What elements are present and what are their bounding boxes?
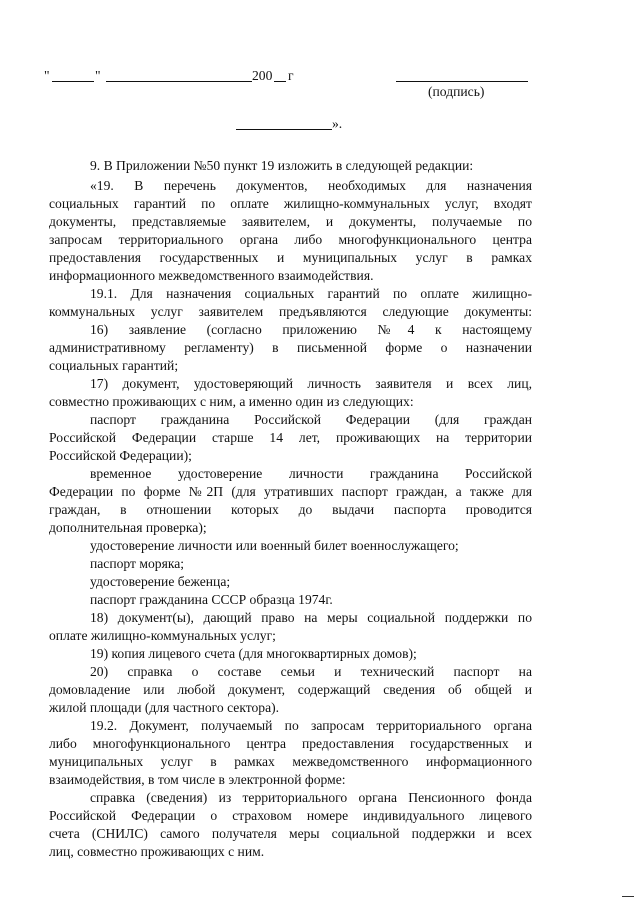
closing-blank [236, 129, 332, 130]
text-line: 19.1. Для назначения социальных гарантий по оплате жилищно- [90, 286, 532, 301]
year-prefix: 200 [252, 68, 273, 83]
text-line: удостоверение беженца; [90, 574, 231, 589]
text-line: справка (сведения) из территориального органа Пенсионного фонда [90, 790, 532, 805]
signature-blank [396, 81, 528, 82]
text-line: запросам территориального органа либо многофункционального центра [49, 232, 532, 247]
text-line: 19) копия лицевого счета (для многоквартирных домов); [90, 646, 417, 661]
text-line: граждан, в отношении которых до выдачи паспорта проводится [49, 502, 532, 517]
text-line: социальных гарантий по оплате жилищно-коммунальных услуг, входят [49, 196, 532, 211]
year-suffix: г [288, 68, 294, 83]
year-blank [274, 81, 286, 82]
scan-corner-mark [622, 896, 634, 897]
text-line: 20) справка о составе семьи и технический паспорт на [90, 664, 532, 679]
text-line: взаимодействия, в том числе в электронной форме: [49, 772, 346, 787]
text-line: 17) документ, удостоверяющий личность заявителя и всех лиц, [90, 376, 532, 391]
text-line: лиц, совместно проживающих с ним. [49, 844, 265, 859]
paragraph-9-intro: 9. В Приложении №50 пункт 19 изложить в следующей редакции: [90, 158, 474, 173]
text-line: административному регламенту) в письменной форме о назначении [49, 340, 532, 355]
month-blank [106, 81, 252, 82]
text-line: жилой площади (для частного сектора). [49, 700, 280, 715]
text-line: коммунальных услуг заявителем предъявляются следующие документы: [49, 304, 532, 319]
text-line: совместно проживающих с ним, а именно один из следующих: [49, 394, 414, 409]
closing-suffix: ». [332, 116, 343, 131]
text-line: «19. В перечень документов, необходимых для назначения [90, 178, 532, 193]
text-line: социальных гарантий; [49, 358, 179, 373]
text-line: дополнительная проверка); [49, 520, 207, 535]
text-line: Федерации по форме №2П (для утративших паспорт граждан, а также для [49, 484, 532, 499]
text-line: информационного межведомственного взаимодействия. [49, 268, 374, 283]
text-line: паспорт гражданина СССР образца 1974г. [90, 592, 333, 607]
text-line: паспорт моряка; [90, 556, 185, 571]
text-line: домовладение или любой документ, содержащий сведения об общей и [49, 682, 532, 697]
text-line: 19.2. Документ, получаемый по запросам территориального органа [90, 718, 532, 733]
text-line: Российской Федерации о страховом номере индивидуального лицевого [49, 808, 532, 823]
text-line: удостоверение личности или военный билет военнослужащего; [90, 538, 459, 553]
text-line: Российской Федерации старше 14 лет, проживающих на территории [49, 430, 532, 445]
signature-label: (подпись) [428, 84, 485, 99]
text-line: 18) документ(ы), дающий право на меры социальной поддержки по [90, 610, 532, 625]
text-line: документы, представляемые заявителем, и документы, получаемые по [49, 214, 532, 229]
text-line: 16) заявление (согласно приложению №4 к настоящему [90, 322, 532, 337]
text-line: счета (СНИЛС) самого получателя меры социальной поддержки и всех [49, 826, 532, 841]
day-blank [52, 81, 94, 82]
text-line: либо многофункционального центра предоставления государственных и [49, 736, 532, 751]
text-line: предоставления государственных и муниципальных услуг в рамках [49, 250, 532, 265]
text-line: Российской Федерации); [49, 448, 192, 463]
text-line: паспорт гражданина Российской Федерации (для граждан [90, 412, 532, 427]
text-line: временное удостоверение личности гражданина Российской [90, 466, 532, 481]
date-close-quote: " [95, 68, 101, 83]
text-line: муниципальных услуг в рамках межведомственного информационного [49, 754, 532, 769]
date-open-quote: " [44, 68, 50, 83]
text-line: оплате жилищно-коммунальных услуг; [49, 628, 276, 643]
